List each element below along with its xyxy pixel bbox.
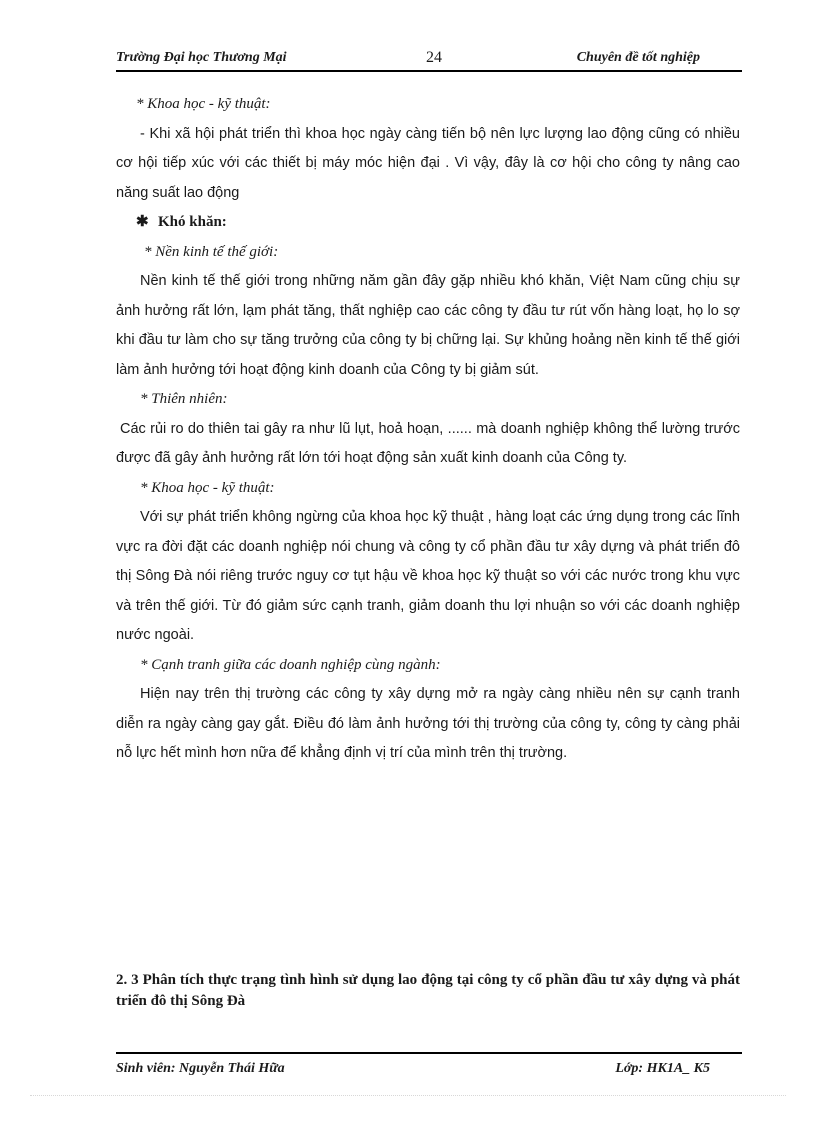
subheading-competition: * Cạnh tranh giữa các doanh nghiệp cùng ngành: [140, 656, 441, 673]
heading-difficulties-label: Khó khăn: [158, 214, 227, 230]
header-school-name: Trường Đại học Thương Mại [116, 50, 287, 65]
page-footer [116, 1052, 742, 1078]
section-title: 2. 3 Phân tích thực trạng tình hình sử dụng lao động tại công ty cổ phần đầu tư xây dựng và phát triển đô thị Sông Đà [116, 972, 740, 1009]
header-document-type: Chuyên đề tốt nghiệp [576, 50, 700, 65]
body-content [116, 90, 740, 769]
page-number: 24 [426, 49, 442, 66]
heading-difficulties [116, 208, 740, 238]
paragraph-world-economy: Nền kinh tế thế giới trong những năm gần đây gặp nhiều khó khăn, Việt Nam cũng chịu sự ảnh hưởng rất lớn, lạm phát tăng, thất nghiệp cao các công ty đầu tư rút vốn hàng loạt, họ lo sợ khi đầu tư làm cho sự tăng trưởng của công ty bị chững lại. Sự khủng hoảng nền kinh tế thế giới làm ảnh hưởng tới hoạt động kinh doanh của Công ty bị giảm sút. [116, 273, 740, 378]
subheading-world-economy: * Nền kinh tế thế giới: [144, 243, 279, 260]
subheading-nature: * Thiên nhiên: [140, 391, 228, 407]
paragraph-science-tech-1: - Khi xã hội phát triển thì khoa học ngày càng tiến bộ nên lực lượng lao động cũng có nhiều cơ hội tiếp xúc với các thiết bị máy móc hiện đại . Vì vậy, đây là cơ hội cho công ty nâng cao năng suất lao động [116, 125, 740, 201]
paragraph-nature: Các rủi ro do thiên tai gây ra như lũ lụt, hoả hoạn, ...... mà doanh nghiệp không thể lường trước được đã gây ảnh hưởng rất lớn tới hoạt động sản xuất kinh doanh của Công ty. [116, 420, 740, 466]
subheading-science-tech-1: * Khoa học - kỹ thuật: [136, 96, 271, 112]
page-edge-divider [30, 1095, 786, 1096]
star-bullet-icon: ✱ [136, 214, 149, 230]
subheading-science-tech-2: * Khoa học - kỹ thuật: [140, 479, 275, 496]
footer-class: Lớp: HK1A_ K5 [615, 1061, 710, 1076]
footer-student-name: Sinh viên: Nguyễn Thái Hữa [116, 1061, 285, 1076]
paragraph-competition: Hiện nay trên thị trường các công ty xây dựng mở ra ngày càng nhiều nên sự cạnh tranh diễn ra ngày càng gay gắt. Điều đó làm ảnh hưởng tới thị trường của công ty, công ty càng phải nỗ lực hết mình hơn nữa để khẳng định vị trí của mình trên thị trường. [116, 686, 740, 761]
paragraph-science-tech-2: Với sự phát triển không ngừng của khoa học kỹ thuật , hàng loạt các ứng dụng trong các lĩnh vực ra đời đặt các doanh nghiệp nói chung và công ty cổ phần đầu tư xây dựng và phát triển đô thị Sông Đà nói riêng trước nguy cơ tụt hậu về khoa học kỹ thuật so với các nước trong khu vực và trên thế giới. Từ đó giảm sức cạnh tranh, giảm doanh thu lợi nhuận so với các doanh nghiệp nước ngoài. [116, 509, 740, 643]
page-header [116, 48, 742, 72]
